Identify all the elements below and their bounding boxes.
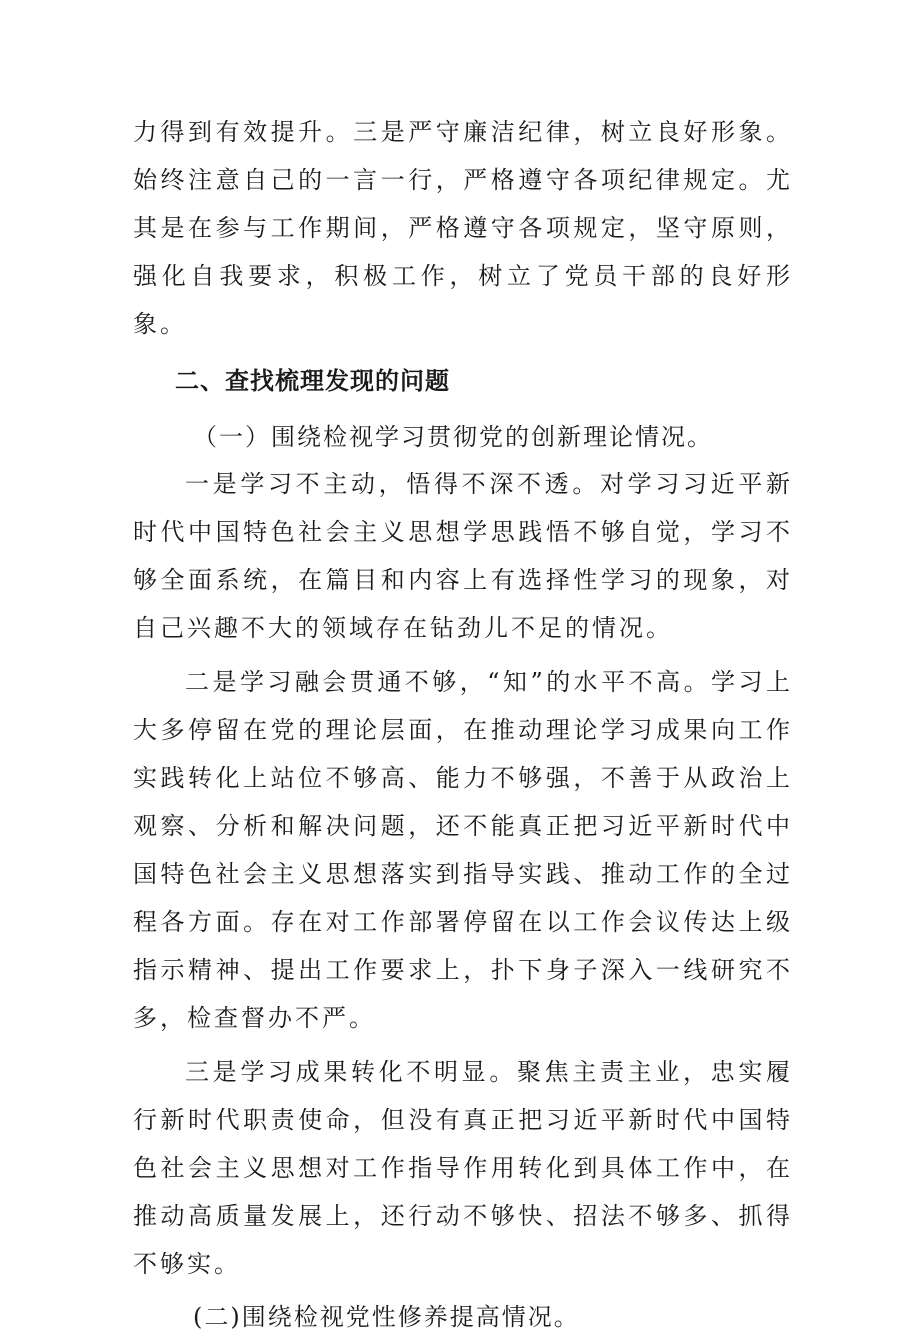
section-heading-2: 二、查找梳理发现的问题: [175, 367, 450, 395]
paragraph-continuation: 力得到有效提升。三是严守廉洁纪律，树立良好形象。始终注意自己的一言一行，严格遵守各项纪律规定。尤其是在参与工作期间，严格遵守各项规定，坚守原则，强化自我要求，积极工作，树立了党员干部的良好形象。: [133, 118, 793, 338]
document-body: [133, 108, 793, 1340]
paragraph-issue-2: 二是学习融会贯通不够，“知”的水平不高。学习上大多停留在党的理论层面，在推动理论学习成果向工作实践转化上站位不够高、能力不够强，不善于从政治上观察、分析和解决问题，还不能真正把习近平新时代中国特色社会主义思想落实到指导实践、推动工作的全过程各方面。存在对工作部署停留在以工作会议传达上级指示精神、提出工作要求上，扑下身子深入一线研究不多，检查督办不严。: [133, 668, 793, 1032]
subsection-heading-1: （一）围绕检视学习贯彻党的创新理论情况。: [193, 423, 713, 451]
paragraph-issue-1: 一是学习不主动，悟得不深不透。对学习习近平新时代中国特色社会主义思想学思践悟不够自觉，学习不够全面系统，在篇目和内容上有选择性学习的现象，对自己兴趣不大的领域存在钻劲儿不足的情况。: [133, 470, 793, 642]
paragraph-issue-3: 三是学习成果转化不明显。聚焦主责主业，忠实履行新时代职责使命，但没有真正把习近平新时代中国特色社会主义思想对工作指导作用转化到具体工作中，在推动高质量发展上，还行动不够快、招法不够多、抓得不够实。: [133, 1058, 793, 1278]
subsection-heading-2: (二)围绕检视党性修养提高情况。: [193, 1303, 580, 1331]
